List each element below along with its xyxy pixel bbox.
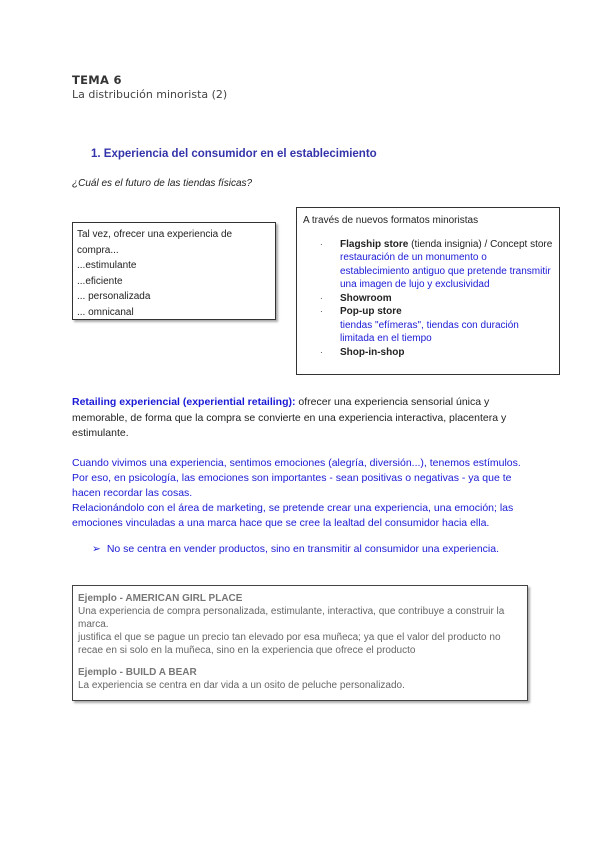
arrow-bullet-icon: ➢ xyxy=(92,543,101,555)
format-item-shopinshop xyxy=(303,346,553,360)
formats-box xyxy=(296,207,560,375)
experience-box xyxy=(72,222,276,320)
key-point-text: No se centra en vender productos, sino en transmitir al consumidor una experiencia. xyxy=(106,543,500,555)
format-item-flagship xyxy=(303,238,553,292)
popup-title: Pop-up store xyxy=(340,306,402,317)
experience-intro: Tal vez, ofrecer una experiencia de compra... xyxy=(77,229,233,256)
emotions-line-2: Relacionándolo con el área de marketing, se pretende crear una experiencia, una emoción; las emociones vinculadas a una marca hace que se cree la lealtad del consumidor hacia ella. xyxy=(72,502,514,529)
key-point xyxy=(92,543,499,555)
bullet-icon: · xyxy=(320,307,323,316)
shopinshop-title: Shop-in-shop xyxy=(340,346,405,358)
retailing-paragraph xyxy=(72,395,532,442)
bullet-icon: · xyxy=(320,293,323,303)
example-1-title: Ejemplo - AMERICAN GIRL PLACE xyxy=(78,593,243,604)
section-question: ¿Cuál es el futuro de las tiendas físicas? xyxy=(72,178,253,189)
experience-item: ...estimulante xyxy=(77,260,137,271)
flagship-description: restauración de un monumento o establecimiento antiguo que pretende transmitir una imagen de lujo y exclusividad xyxy=(340,252,551,290)
topic-number: TEMA 6 xyxy=(72,73,122,87)
format-item-showroom xyxy=(303,292,553,306)
emotions-line-1: Cuando vivimos una experiencia, sentimos emociones (alegría, diversión...), tenemos estímulos. Por eso, en psicología, las emociones son importantes - sean positivas o negativas - ya que te hacen recordar las cosas. xyxy=(72,457,521,499)
flagship-rest: (tienda insignia) / Concept store xyxy=(408,238,553,250)
bullet-icon: · xyxy=(320,239,323,249)
formats-heading: A través de nuevos formatos minoristas xyxy=(303,215,479,226)
showroom-title: Showroom xyxy=(340,292,392,304)
examples-box xyxy=(72,585,528,701)
flagship-title: Flagship store xyxy=(340,238,409,250)
format-item-popup xyxy=(303,305,553,346)
example-1-justification: justifica el que se pague un precio tan elevado por esa muñeca; ya que el valor del producto no recae en si solo en la muñeca, sino en la experiencia que ofrece el producto xyxy=(78,632,501,656)
emotions-paragraph xyxy=(72,456,532,531)
example-2-title: Ejemplo - BUILD A BEAR xyxy=(78,667,197,678)
topic-subtitle: La distribución minorista (2) xyxy=(72,88,228,101)
section-heading: 1. Experiencia del consumidor en el establecimiento xyxy=(91,148,377,160)
experience-item: ... personalizada xyxy=(77,291,151,302)
experience-item: ...eficiente xyxy=(77,275,123,287)
retailing-term: Retailing experiencial (experiential retailing): xyxy=(72,396,296,408)
bullet-icon: · xyxy=(320,347,323,357)
popup-description: tiendas "efímeras", tiendas con duración limitada en el tiempo xyxy=(340,319,519,344)
example-1-text: Una experiencia de compra personalizada, estimulante, interactiva, que contribuye a construir la marca. xyxy=(78,606,505,630)
example-2-text: La experiencia se centra en dar vida a un osito de peluche personalizado. xyxy=(78,680,405,691)
experience-item: ... omnicanal xyxy=(77,306,134,318)
retailing-definition: ofrecer una experiencia sensorial única y memorable, de forma que la compra se convierte en una experiencia interactiva, placentera y estimulante. xyxy=(72,396,507,439)
